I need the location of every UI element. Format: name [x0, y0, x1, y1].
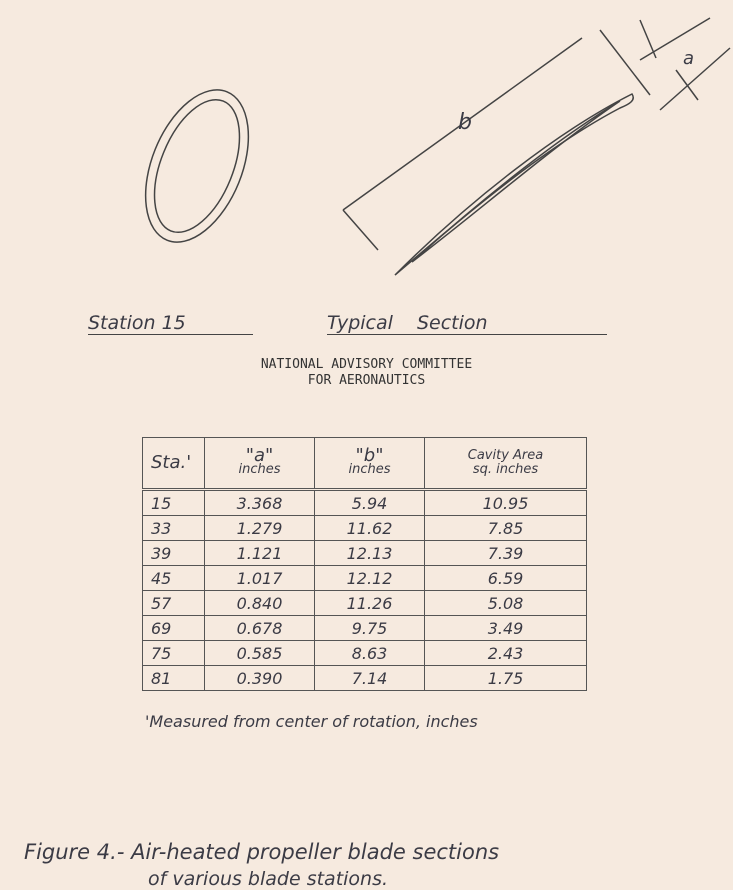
b-cell: 5.94 [315, 490, 425, 516]
header-a-unit: inches [238, 462, 281, 477]
table-row [143, 490, 587, 516]
b-cell: 11.62 [315, 516, 425, 541]
table-row [143, 516, 587, 541]
station-cell: 39 [143, 541, 205, 566]
blade-data-table [142, 437, 587, 691]
station-cell: 57 [143, 591, 205, 616]
table-row [143, 666, 587, 691]
typical-section-label: Typical Section [327, 312, 607, 335]
dimension-b-label: b [458, 110, 472, 135]
a-cell: 0.678 [205, 616, 315, 641]
figure-caption-line1: Figure 4.- Air-heated propeller blade sections [24, 840, 500, 864]
blade-section-drawings [0, 0, 733, 330]
a-cell: 0.390 [205, 666, 315, 691]
table-row [143, 616, 587, 641]
b-cell: 12.13 [315, 541, 425, 566]
header-cavity-unit: sq. inches [472, 462, 539, 477]
b-cell: 8.63 [315, 641, 425, 666]
cavity-area-cell: 7.39 [425, 541, 587, 566]
a-cell: 1.017 [205, 566, 315, 591]
a-cell: 0.840 [205, 591, 315, 616]
b-cell: 9.75 [315, 616, 425, 641]
cavity-area-cell: 1.75 [425, 666, 587, 691]
b-cell: 12.12 [315, 566, 425, 591]
table-footnote: 'Measured from center of rotation, inches [145, 712, 478, 731]
station-cell: 75 [143, 641, 205, 666]
header-b: "b" [355, 445, 384, 466]
cavity-area-cell: 2.43 [425, 641, 587, 666]
station-cell: 45 [143, 566, 205, 591]
b-cell: 7.14 [315, 666, 425, 691]
a-cell: 3.368 [205, 490, 315, 516]
header-station: Sta.' [151, 452, 192, 473]
figure-caption-line2: of various blade stations. [148, 868, 389, 890]
naca-stamp-line2: FOR AERONAUTICS [307, 373, 426, 388]
table-row [143, 566, 587, 591]
cavity-area-cell: 10.95 [425, 490, 587, 516]
station-cell: 33 [143, 516, 205, 541]
table-row [143, 541, 587, 566]
station-15-section [125, 75, 268, 257]
dimension-a-label: a [683, 48, 695, 69]
header-cavity: Cavity Area [467, 448, 544, 463]
a-cell: 0.585 [205, 641, 315, 666]
header-a: "a" [245, 445, 274, 466]
table-header-row [143, 438, 587, 490]
station-label: Station 15 [88, 312, 253, 335]
a-cell: 1.279 [205, 516, 315, 541]
cavity-area-cell: 3.49 [425, 616, 587, 641]
station-cell: 69 [143, 616, 205, 641]
station-cell: 81 [143, 666, 205, 691]
header-b-unit: inches [348, 462, 391, 477]
cavity-area-cell: 7.85 [425, 516, 587, 541]
table-row [143, 591, 587, 616]
a-cell: 1.121 [205, 541, 315, 566]
b-cell: 11.26 [315, 591, 425, 616]
cavity-area-cell: 6.59 [425, 566, 587, 591]
station-cell: 15 [143, 490, 205, 516]
naca-stamp-line1: NATIONAL ADVISORY COMMITTEE [260, 357, 473, 372]
table-row [143, 641, 587, 666]
typical-section [343, 18, 730, 275]
cavity-area-cell: 5.08 [425, 591, 587, 616]
